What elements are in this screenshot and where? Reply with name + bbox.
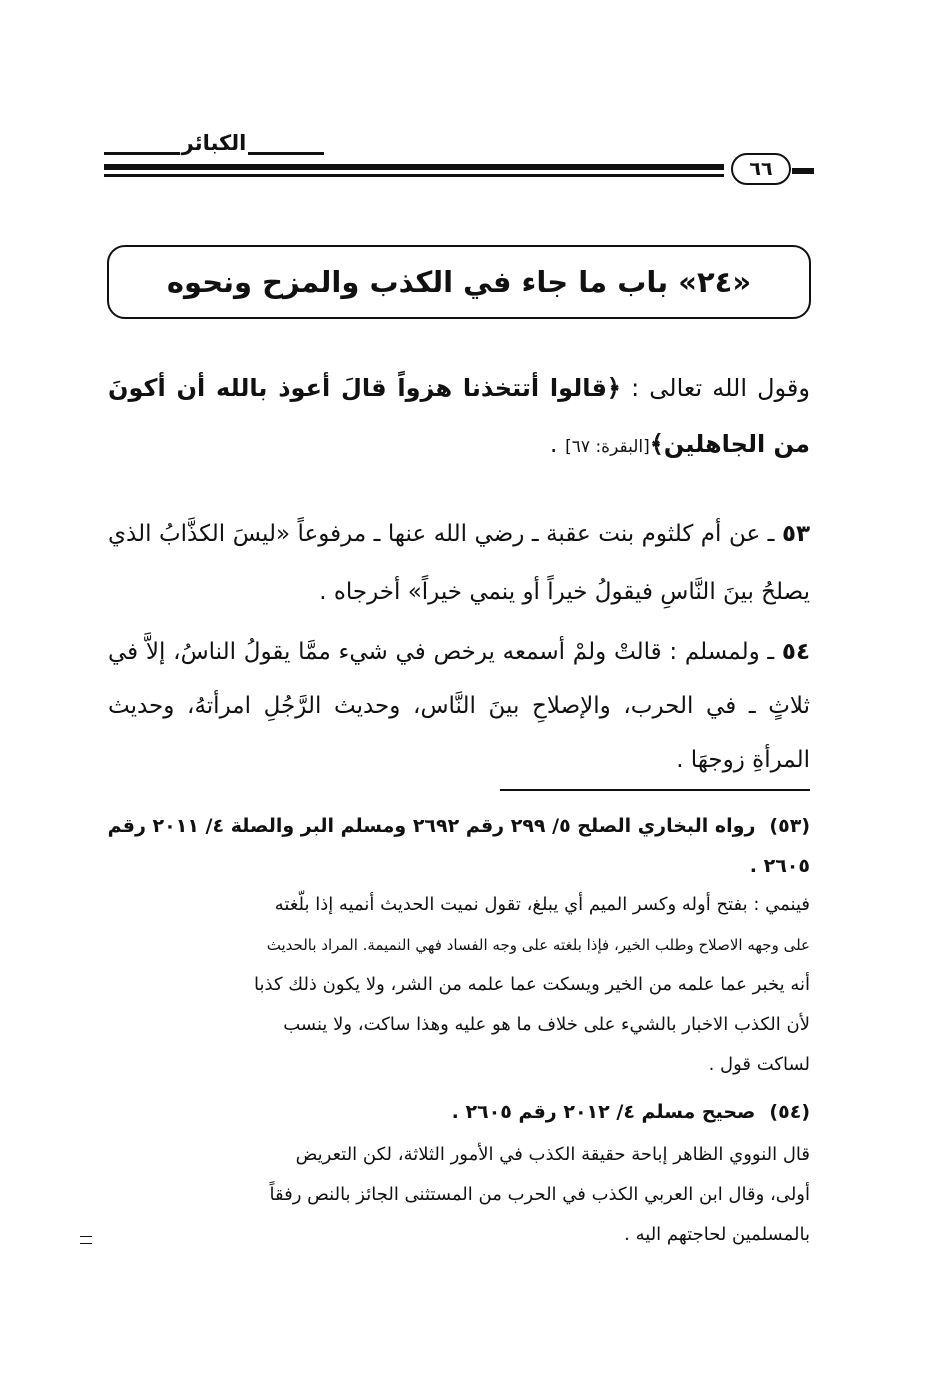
page-number: ٦٦ — [731, 153, 791, 185]
footnote-54-commentary — [108, 1135, 810, 1255]
hadith-number: ٥٣ — [781, 521, 811, 547]
footnote-mark: (٥٣) — [769, 815, 810, 837]
hadith-text: ـ ولمسلم : قالتْ ولمْ أسمعه يرخص في شيء ممَّا يقولُ الناسُ، إلاَّ في ثلاثٍ ـ في الحرب، والإصلاحِ بينَ النَّاس، وحديث الرَّجُلِ امرأتهُ، وحديث المرأةِ زوجهَا . — [108, 639, 810, 773]
footnote-line: صحيح مسلم ٤/ ٢٠١٢ رقم ٢٦٠٥ . — [451, 1101, 756, 1123]
footnote-54-source — [108, 1092, 810, 1132]
running-title — [104, 128, 324, 158]
chapter-heading-box — [107, 245, 811, 319]
footnote-mark: (٥٤) — [769, 1101, 810, 1123]
header-rule-thin — [104, 174, 724, 177]
intro-end: . — [549, 430, 558, 458]
footnote-line: لساكت قول . — [708, 1054, 810, 1075]
footnote-line: لأن الكذب الاخبار بالشيء على خلاف ما هو عليه وهذا ساكت، ولا ينسب — [283, 1014, 810, 1035]
footnote-line: أنه يخبر عما علمه من الخير ويسكت عما علمه من الشر، ولا يكون ذلك كذبا — [254, 974, 810, 995]
hadith-number: ٥٤ — [781, 639, 810, 665]
footnote-line: ٢٦٠٥ . — [749, 855, 810, 877]
footnote-line: قال النووي الظاهر إباحة حقيقة الكذب في الأمور الثلاثة، لكن التعريض — [295, 1144, 810, 1165]
hadith-54 — [108, 625, 810, 787]
footnote-line: فينمي : بفتح أوله وكسر الميم أي يبلغ، تقول نميت الحديث أنميه إذا بلّغته — [274, 894, 810, 915]
header-rule-thick — [104, 164, 724, 170]
footnote-line: على وجهه الاصلاح وطلب الخير، فإذا بلغته على وجه الفساد فهي النميمة. المراد بالحديث — [266, 936, 810, 954]
footnote-53-source — [108, 806, 810, 886]
hadith-text: ـ عن أم كلثوم بنت عقبة ـ رضي الله عنها ـ مرفوعاً «ليسَ الكذَّابُ الذي يصلحُ بينَ النَّاسِ فيقولُ خيراً أو ينمي خيراً» أخرجاه . — [108, 521, 810, 605]
footnote-line: رواه البخاري الصلح ٥/ ٢٩٩ رقم ٢٦٩٢ ومسلم البر والصلة ٤/ ٢٠١١ رقم — [108, 815, 756, 837]
intro-paragraph — [108, 360, 810, 475]
footnote-line: بالمسلمين لحاجتهم اليه . — [624, 1224, 810, 1245]
footnote-separator — [500, 789, 810, 791]
header-dash — [792, 168, 814, 174]
intro-lead: وقول الله تعالى : — [631, 374, 810, 402]
margin-mark — [80, 1236, 92, 1244]
running-title-text: الكبائر — [181, 131, 247, 155]
verse-reference: [البقرة: ٦٧] — [565, 437, 650, 457]
footnote-53-commentary — [108, 885, 810, 1085]
hadith-53 — [108, 505, 810, 621]
chapter-title: «٢٤» باب ما جاء في الكذب والمزح ونحوه — [166, 265, 752, 299]
footnote-line: أولى، وقال ابن العربي الكذب في الحرب من المستثنى الجائز بالنص رفقاً — [269, 1184, 810, 1205]
quran-verse: ﴿قالوا أتتخذنا هزواً قالَ أعوذ بالله أن أكونَ من الجاهلين﴾ — [108, 374, 810, 458]
